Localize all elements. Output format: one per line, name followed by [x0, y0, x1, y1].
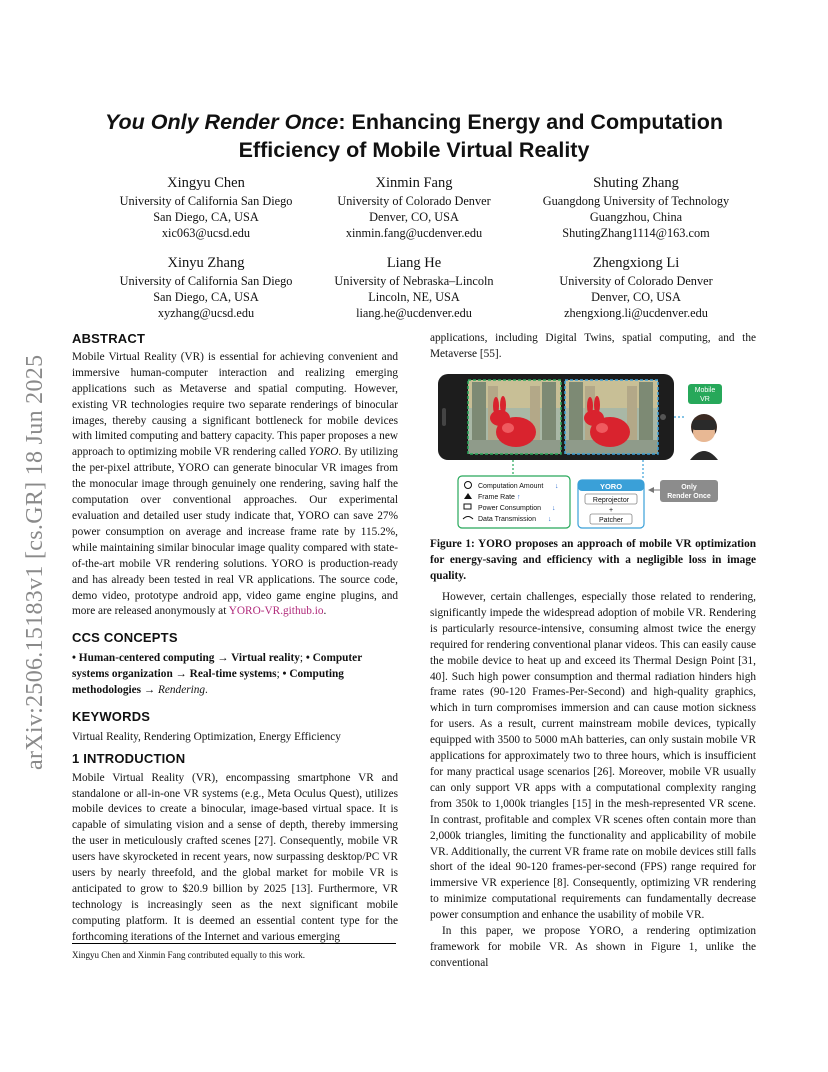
title-line2: Efficiency of Mobile Virtual Reality	[238, 138, 590, 162]
ccs-concept-3-italic: Rendering	[155, 684, 206, 697]
figure-1-graphic	[438, 372, 728, 532]
author-block	[516, 254, 756, 321]
ccs-text	[72, 651, 398, 699]
arrow-head	[648, 487, 654, 493]
patcher-label: Patcher	[598, 517, 624, 524]
right-eye-view	[565, 380, 658, 454]
right-paragraph-2: In this paper, we propose YORO, a rendering optimization framework for mobile VR. As shown in Figure 1, unlike the conventional	[430, 925, 756, 969]
vr-user-icon	[690, 414, 718, 460]
metric-label: Frame Rate	[478, 494, 515, 501]
abstract-body: Mobile Virtual Reality (VR) is essential for achieving convenient and immersive human-computer interaction and realizing emerging applications such as Metaverse and spatial computing. However, existing VR technologies require two separate renderings of binocular images, thereby causing a significant bottleneck for mobile devices with limited computing and battery capacity. This paper proposes a new approach to optimizing mobile VR rendering called	[72, 350, 398, 459]
metric-arrow: ↓	[552, 505, 556, 512]
footnote-rule	[72, 943, 396, 944]
author-name: Xinyu Zhang	[167, 255, 245, 271]
caption-text: Figure 1: YORO proposes an approach of mobile VR optimization for energy-saving and efficiency with a negligible loss in image quality.	[430, 538, 756, 582]
ccs-end: .	[205, 684, 208, 697]
figure-caption	[430, 537, 756, 584]
figure-1	[438, 372, 728, 532]
abstract-italic: YORO	[308, 446, 339, 459]
author-block	[516, 174, 756, 241]
title-rest: : Enhancing Energy and Computation	[338, 110, 723, 134]
author-location: Denver, CO, USA	[369, 210, 459, 224]
author-affiliation: University of Colorado Denver	[337, 194, 491, 208]
abstract-text	[72, 350, 398, 620]
metric-arrow: ↑	[517, 494, 521, 501]
author-email: xinmin.fang@ucdenver.edu	[345, 226, 483, 240]
author-affiliation: University of Nebraska–Lincoln	[334, 274, 494, 288]
abstract-heading: ABSTRACT	[72, 331, 146, 346]
phone-button	[442, 408, 446, 426]
author-location: Lincoln, NE, USA	[368, 290, 460, 304]
author-name: Xingyu Chen	[167, 175, 245, 191]
metric-label: Power Consumption	[478, 505, 542, 512]
ccs-sep-1: ;	[299, 652, 306, 665]
ccs-concept-3: • Computing methodologies →	[72, 668, 344, 697]
keywords-heading: KEYWORDS	[72, 708, 151, 724]
mobile-vr-label-line1: Mobile	[694, 387, 716, 394]
ccs-concept-2: • Computer systems organization → Real-time systems	[72, 652, 363, 681]
author-block	[294, 174, 534, 241]
author-email: zhengxiong.li@ucdenver.edu	[564, 306, 708, 320]
metric-arrow: ↓	[555, 483, 559, 490]
author-affiliation: University of California San Diego	[119, 194, 293, 208]
author-affiliation: University of Colorado Denver	[559, 274, 713, 288]
author-name: Xinmin Fang	[375, 175, 453, 191]
metric-arrow: ↓	[548, 516, 552, 523]
only-render-once-line2: Render Once	[667, 493, 711, 500]
ccs-concept-1: • Human-centered computing → Virtual reality	[72, 652, 300, 665]
author-block	[86, 254, 326, 321]
author-name: Zhengxiong Li	[592, 255, 680, 271]
metric-label: Data Transmission	[478, 516, 536, 523]
abstract-body-2: . By utilizing the per-pixel attribute, YORO can generate binocular VR images from the monocular image through genuinely one rendering, saving half the computation over conventional approaches. Our experimental evaluation and detailed user study indicate that, YORO can save 27% power consumption on average and increase frame rate by 115.2%, while maintaining similar binocular image quality compared with state-of-the-art mobile VR rendering solutions. YORO is production-ready and has already been tested in real VR applications. The source code, demo video, prototype android app, video game engine plugins, and more are released anonymously at	[72, 446, 398, 618]
paper-title	[60, 108, 768, 164]
author-location: San Diego, CA, USA	[153, 290, 259, 304]
author-email: xyzhang@ucsd.edu	[157, 306, 255, 320]
plus-label: +	[608, 507, 614, 514]
author-block	[294, 254, 534, 321]
ccs-heading: CCS CONCEPTS	[72, 630, 178, 646]
right-paragraph-1: However, certain challenges, especially those related to rendering, significantly impede the widespread adoption of mobile VR. Rendering is particularly resource-intensive, consuming almost twice the energy required for rendering conventional planar videos. This can easily cause the mobile device to heat up and exceed its Thermal Design Point [31, 40]. Such high power consumption and thermal radiation hinders high frame rates (90-120 Frames-Per-Second) and high-quality graphics, which in turn compromises immersion and can cause motion sickness for users. As a result, current mainstream mobile devices, typically equipped with 3500 to 5000 mAh batteries, can only sustain mobile VR applications for approximately two to three hours, which is insufficient for many practical usage scenarios [26]. Moreover, mobile VR usually can only support VR apps with a computational complexity ranging from 350k to 1,000k triangles [15] in the mesh-represented VR scene. In contrast, profitable and complex VR scenes often contain more than 2,000k triangles, limiting the functionality and applicability of mobile VR. Additionally, the current VR frame rate on mobile devices still falls short of the ideal 90-120 frames-per-second (FPS) range required for immersive VR experience [8]. Consequently, optimizing VR rendering to minimize computational requirements can fundamentally decrease power consumption and enhance the usability of mobile VR.	[430, 591, 756, 922]
reprojector-label: Reprojector	[592, 497, 630, 504]
yoro-label: YORO	[599, 482, 623, 491]
introduction-text: Mobile Virtual Reality (VR), encompassing smartphone VR and standalone or all-in-one VR systems (e.g., Meta Oculus Quest), utilizes mobile devices to create a binocular, image-based virtual space. It is capable of simulating vision and a sense of depth, thereby immersing the user in meticulously crafted scenes [27]. Consequently, mobile VR users have skyrocketed in recent years, now surpassing desktop/PC VR users by nearly threefold, and the global market for mobile VR is anticipated to grow to $20.9 billion by 2025 [13]. Furthermore, VR technology is increasingly seen as the next significant mobile computing platform. It is deemed an essential content type for the forthcoming iterations of the Internet and various emerging	[72, 771, 398, 943]
author-block	[86, 174, 326, 241]
author-name: Liang He	[386, 255, 442, 271]
author-location: Denver, CO, USA	[591, 290, 681, 304]
author-email: ShutingZhang1114@163.com	[562, 226, 710, 240]
keywords-text: Virtual Reality, Rendering Optimization, Energy Efficiency	[72, 730, 341, 743]
introduction-heading: 1 INTRODUCTION	[72, 750, 186, 766]
metric-label: Computation Amount	[478, 483, 544, 490]
ccs-sep-2: ;	[276, 668, 283, 681]
author-email: xic063@ucsd.edu	[161, 226, 251, 240]
abstract-end: .	[323, 605, 327, 618]
left-column	[72, 331, 398, 946]
right-top-text: applications, including Digital Twins, spatial computing, and the Metaverse [55].	[430, 332, 756, 360]
left-eye-view	[468, 380, 561, 454]
arxiv-stamp: arXiv:2506.15183v1 [cs.GR] 18 Jun 2025	[22, 354, 48, 770]
footnote: Xingyu Chen and Xinmin Fang contributed equally to this work.	[72, 950, 305, 960]
author-name: Shuting Zhang	[593, 175, 679, 191]
right-column-body	[430, 590, 756, 972]
author-email: liang.he@ucdenver.edu	[356, 306, 472, 320]
mobile-vr-label-line2: VR	[700, 396, 710, 403]
right-column-top	[430, 331, 756, 363]
author-location: San Diego, CA, USA	[153, 210, 259, 224]
only-render-once-line1: Only	[681, 484, 697, 491]
title-italic: You Only Render Once	[105, 110, 339, 134]
author-location: Guangzhou, China	[589, 210, 683, 224]
author-affiliation: Guangdong University of Technology	[542, 194, 730, 208]
phone-camera	[660, 414, 666, 420]
abstract-link[interactable]: YORO-VR.github.io	[228, 605, 324, 618]
author-affiliation: University of California San Diego	[119, 274, 293, 288]
